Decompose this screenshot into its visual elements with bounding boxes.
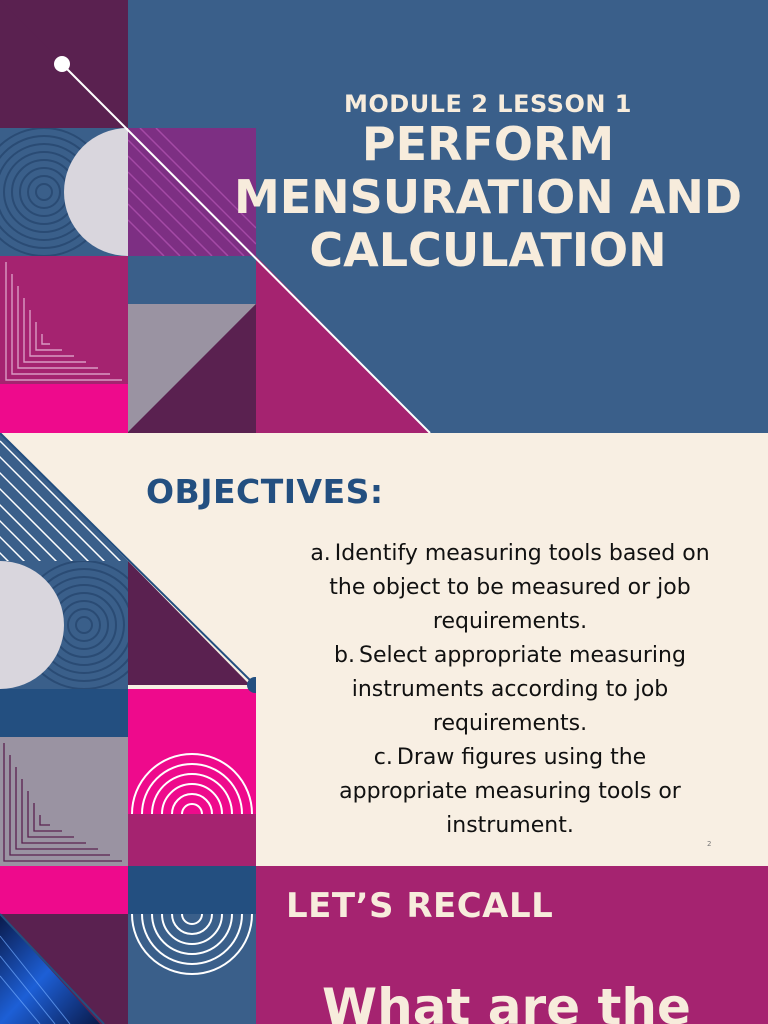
objectives-heading: OBJECTIVES: [146, 472, 384, 511]
list-item [265, 741, 755, 843]
slide-title [218, 118, 758, 277]
dot-icon [54, 56, 70, 72]
objective-letter: a. [310, 541, 331, 566]
objective-text: instrument. [446, 813, 574, 838]
objective-text: requirements. [432, 711, 588, 736]
objective-letter: c. [373, 745, 393, 770]
title-slide [0, 0, 768, 433]
list-item [265, 537, 755, 639]
objective-text: Draw figures using the [396, 745, 647, 770]
module-label: MODULE 2 LESSON 1 [343, 90, 632, 118]
objectives-slide [0, 433, 768, 866]
objectives-list [265, 537, 755, 843]
recall-heading: LET’S RECALL [286, 886, 554, 926]
objective-text: Identify measuring tools based on [334, 541, 710, 566]
title-line: CALCULATION [309, 223, 667, 277]
title-line: PERFORM [361, 117, 615, 171]
title-line: MENSURATION AND [233, 170, 743, 224]
recall-question: What are the [322, 978, 691, 1024]
objective-text: instruments according to job [351, 677, 669, 702]
geometric-decoration [0, 866, 256, 1024]
objective-letter: b. [334, 643, 355, 668]
objective-text: requirements. [432, 609, 588, 634]
objective-text: Select appropriate measuring [358, 643, 686, 668]
objective-text: the object to be measured or job [329, 575, 691, 600]
recall-slide [0, 866, 768, 1024]
list-item [265, 639, 755, 741]
objective-text: appropriate measuring tools or [339, 779, 681, 804]
page-number: 2 [707, 840, 712, 848]
